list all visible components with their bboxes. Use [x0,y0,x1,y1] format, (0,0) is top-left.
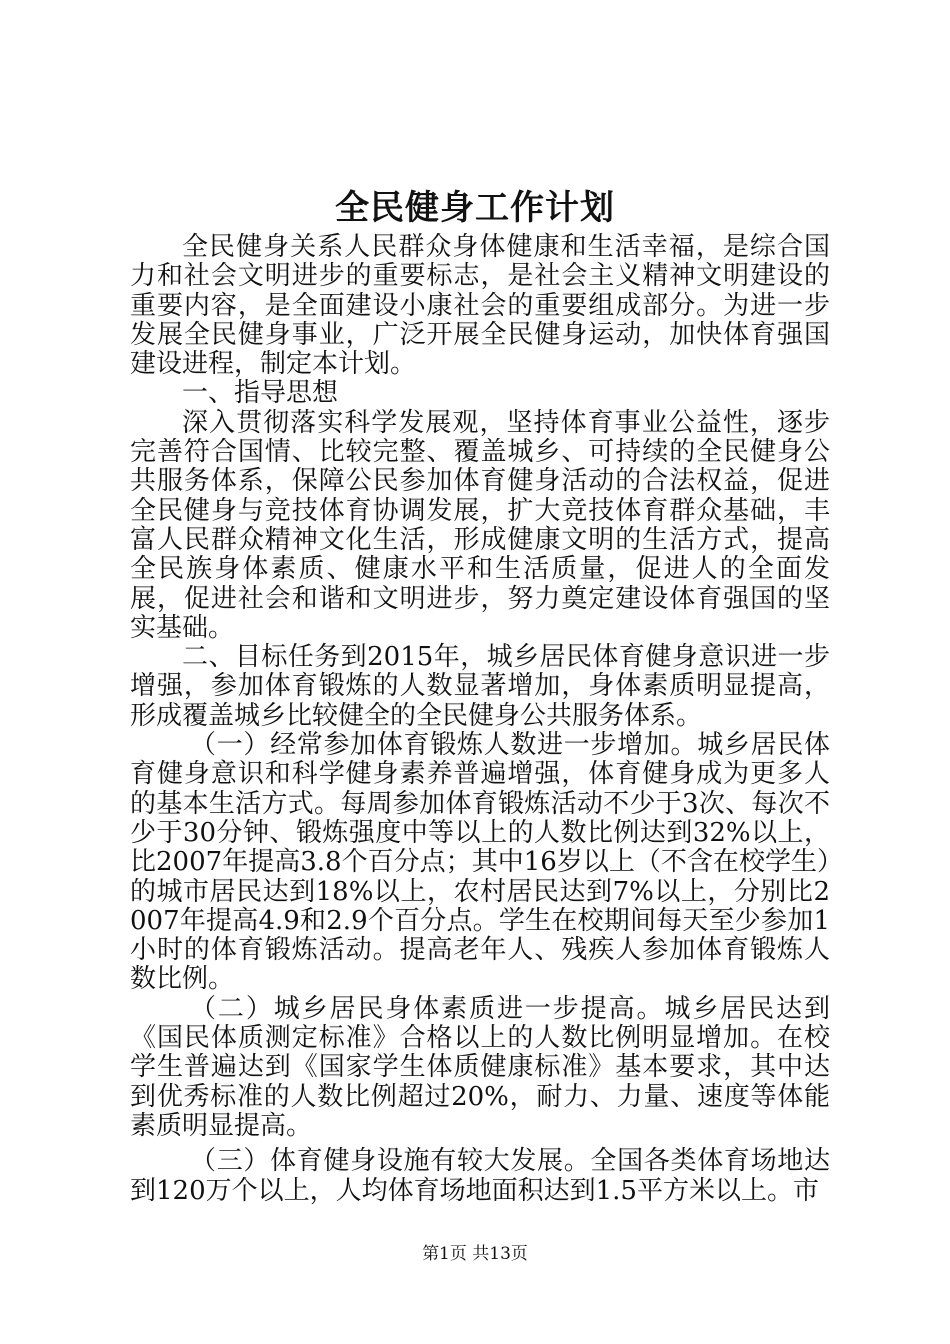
document-body [130,233,830,1206]
goals-paragraph: 二、目标任务到2015年，城乡居民体育健身意识进一步增强，参加体育锻炼的人数显著增加，身体素质明显提高，形成覆盖城乡比较健全的全民健身公共服务体系。 [130,642,830,731]
intro-paragraph: 全民健身关系人民群众身体健康和生活幸福，是综合国力和社会文明进步的重要标志，是社会主义精神文明建设的重要内容，是全面建设小康社会的重要组成部分。为进一步发展全民健身事业，广泛开展全民健身运动，加快体育强国建设进程，制定本计划。 [130,232,830,380]
goal-2-paragraph: （二）城乡居民身体素质进一步提高。城乡居民达到《国民体质测定标准》合格以上的人数比例明显增加。在校学生普遍达到《国家学生体质健康标准》基本要求，其中达到优秀标准的人数比例超过20%，耐力、力量、速度等体能素质明显提高。 [130,993,830,1141]
page-footer: 第1页 共13页 [422,1244,528,1264]
guiding-thought-paragraph: 深入贯彻落实科学发展观，坚持体育事业公益性，逐步完善符合国情、比较完整、覆盖城乡、可持续的全民健身公共服务体系，保障公民参加体育健身活动的合法权益，促进全民健身与竞技体育协调发展，扩大竞技体育群众基础，丰富人民群众精神文化生活，形成健康文明的生活方式，提高全民族身体素质、健康水平和生活质量，促进人的全面发展，促进社会和谐和文明进步，努力奠定建设体育强国的坚实基础。 [130,407,830,643]
goal-3-paragraph: （三）体育健身设施有较大发展。全国各类体育场地达到120万个以上，人均体育场地面积达到1.5平方米以上。市 [130,1146,830,1206]
document-title: 全民健身工作计划 [335,188,615,228]
goal-1-paragraph: （一）经常参加体育锻炼人数进一步增加。城乡居民体育健身意识和科学健身素养普遍增强，体育健身成为更多人的基本生活方式。每周参加体育锻炼活动不少于3次、每次不少于30分钟、锻炼强度中等以上的人数比例达到32%以上，比2007年提高3.8个百分点；其中16岁以上（不含在校学生）的城市居民达到18%以上，农村居民达到7%以上，分别比2007年提高4.9和2.9个百分点。学生在校期间每天至少参加1小时的体育锻炼活动。提高老年人、残疾人参加体育锻炼人数比例。 [130,730,830,995]
section-heading-guiding-thought: 一、指导思想 [182,378,339,409]
